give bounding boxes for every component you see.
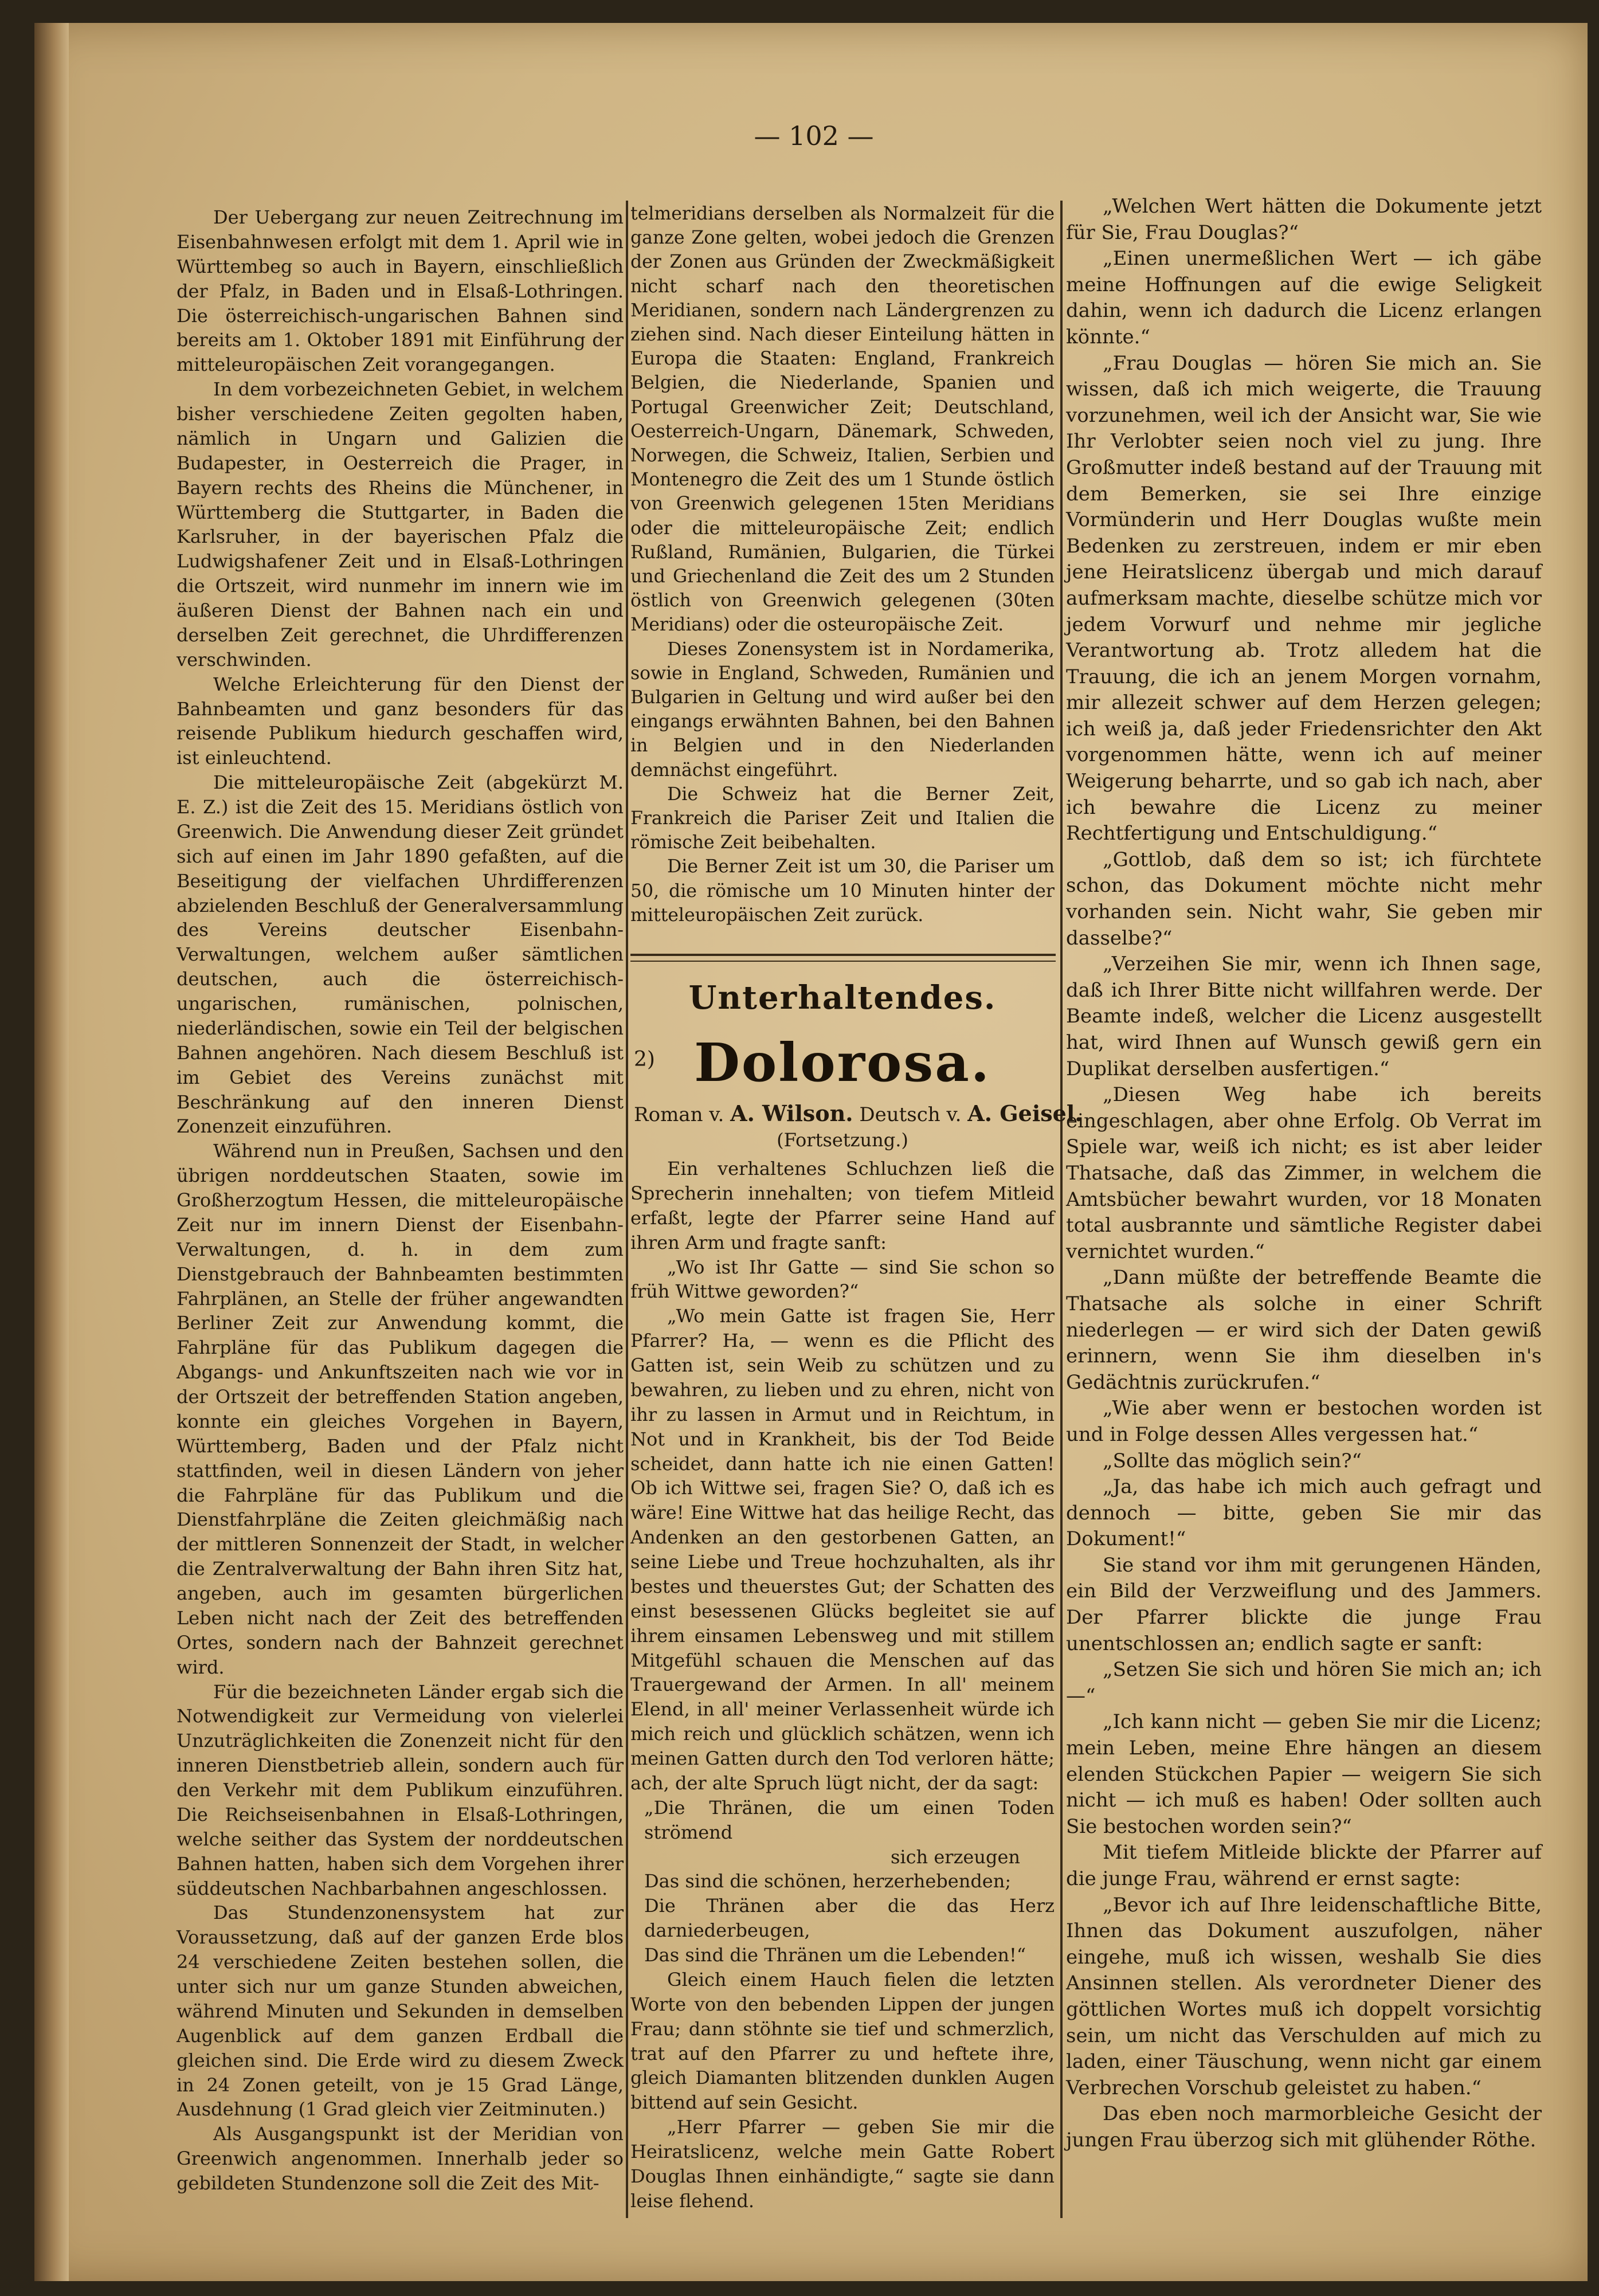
section-heading: Unterhaltendes. bbox=[688, 979, 997, 1017]
paragraph: Sie stand vor ihm mit gerungenen Händen, ein Bild der Verzweiflung und des Jammers. Der Pfarrer blickte die junge Frau unentschlossen an; endlich sagte er sanft: bbox=[1066, 1553, 1542, 1655]
section-divider-top bbox=[630, 954, 1056, 956]
paragraph: Das eben noch marmorbleiche Gesicht der jungen Frau überzog sich mit glühender Röthe. bbox=[1066, 2102, 1542, 2152]
paragraph: „Wo mein Gatte ist fragen Sie, Herr Pfarrer? Ha, — wenn es die Pflicht des Gatten ist, sein Weib zu schützen und zu bewahren, zu lieben und zu ehren, nicht von ihr zu lassen in Armut und in Reichtum, in Not und in Krankheit, bis der Tod Beide scheidet, dann hatte ich nie einen Gatten! Ob ich Wittwe sei, fragen Sie? O, daß ich es wäre! Eine Wittwe hat das heilige Recht, das Andenken an den gestorbenen Gatten, an seine Liebe und Treue hochzuhalten, als ihr bestes und theuerstes Gut; der Schatten des einst besessenen Glücks begleitet sie auf ihrem einsamen Lebensweg und mit stillem Mitgefühl schauen die Menschen auf das Trauergewand der Armen. In all' meinem Elend, in all' meiner Verlassenheit würde ich mich reich und glücklich schätzen, wenn ich meinen Gatten durch den Tod verloren hätte; ach, der alte Spruch lügt nicht, der da sagt: bbox=[630, 1305, 1055, 1794]
paragraph: In dem vorbezeichneten Gebiet, in welchem bisher verschiedene Zeiten gegolten haben, nämlich in Ungarn und Galizien die Budapester, in Oesterreich die Prager, in Bayern rechts des Rheins die Münchener, in Württemberg die Stuttgarter, in Baden die Karlsruher, in der bayerischen Pfalz die Ludwigshafener Zeit und in Elsaß-Lothringen die Ortszeit, wird nunmehr im innern wie im äußeren Dienst der Bahnen nach ein und derselben Zeit gerechnet, die Uhrdifferenzen verschwinden. bbox=[177, 378, 624, 671]
paragraph: Dieses Zonensystem ist in Nordamerika, sowie in England, Schweden, Rumänien und Bulgarien in Geltung und wird außer bei den eingangs erwähnten Bahnen, bei den Bahnen in Belgien und in den Niederlanden demnächst eingeführt. bbox=[630, 638, 1055, 781]
story-byline bbox=[634, 1100, 1083, 1126]
paragraph: „Ja, das habe ich mich auch gefragt und dennoch — bitte, geben Sie mir das Dokument!“ bbox=[1066, 1475, 1542, 1551]
paragraph: Das sind die schönen, herzerhebenden; bbox=[644, 1870, 1012, 1893]
column-left-zonenzeit-article bbox=[177, 205, 624, 2196]
paragraph: Die Berner Zeit ist um 30, die Pariser um 50, die römische um 10 Minuten hinter der mitteleuropäischen Zeit zurück. bbox=[630, 856, 1055, 926]
paragraph: „Bevor ich auf Ihre leidenschaftliche Bitte, Ihnen das Dokument auszufolgen, näher eingehe, muß ich wissen, weshalb Sie dies Ansinnen stellen. Als verordneter Diener des göttlichen Wortes muß ich doppelt vorsichtig sein, um nicht das Verschulden auf mich zu laden, einer Täuschung, wenn nicht gar einem Verbrechen Vorschub geleistet zu haben.“ bbox=[1066, 1893, 1542, 2099]
paragraph: „Welchen Wert hätten die Dokumente jetzt für Sie, Frau Douglas?“ bbox=[1066, 195, 1542, 244]
paragraph: „Die Thränen, die um einen Toden strömend bbox=[644, 1796, 1055, 1843]
newspaper-page bbox=[34, 23, 1588, 2281]
paragraph: „Einen unermeßlichen Wert — ich gäbe meine Hoffnungen auf die ewige Seligkeit dahin, wenn ich dadurch die Licenz erlangen könnte.“ bbox=[1066, 247, 1542, 348]
byline-prefix: Roman v. bbox=[634, 1103, 724, 1126]
paragraph: Für die bezeichneten Länder ergab sich die Notwendigkeit zur Vermeidung von vielerlei Unzuträglichkeiten die Zonenzeit nicht für den inneren Dienstbetrieb allein, sondern auch für den Verkehr mit dem Publikum einzuführen. Die Reichseisenbahnen in Elsaß-Lothringen, welche seither das System der norddeutschen Bahnen hatten, haben sich dem Vorgehen ihrer süddeutschen Nachbarbahnen angeschlossen. bbox=[177, 1680, 624, 1899]
column-divider-right bbox=[1060, 201, 1063, 2218]
installment-number: 2) bbox=[634, 1048, 655, 1071]
paragraph: Welche Erleichterung für den Dienst der Bahnbeamten und ganz besonders für das reisende Publikum hiedurch geschaffen wird, ist einleuchtend. bbox=[177, 673, 624, 769]
paragraph: „Herr Pfarrer — geben Sie mir die Heiratslicenz, welche mein Gatte Robert Douglas Ihnen einhändigte,“ sagte sie dann leise flehend. bbox=[630, 2116, 1055, 2212]
paragraph: Als Ausgangspunkt ist der Meridian von Greenwich angenommen. Innerhalb jeder so gebildeten Stundenzone soll die Zeit des Mit- bbox=[177, 2123, 624, 2194]
column-divider-left bbox=[626, 201, 628, 2218]
paragraph: Ein verhaltenes Schluchzen ließ die Sprecherin innehalten; von tiefem Mitleid erfaßt, legte der Pfarrer seine Hand auf ihren Arm und fragte sanft: bbox=[630, 1158, 1055, 1253]
paragraph: „Dann müßte der betreffende Beamte die Thatsache als solche in einer Schrift niederlegen — er wird sich der Daten gewiß erinnern, wenn Sie ihm dieselben in's Gedächtnis zurückrufen.“ bbox=[1066, 1266, 1542, 1394]
paragraph: Das sind die Thränen um die Lebenden!“ bbox=[644, 1944, 1026, 1966]
paragraph: Der Uebergang zur neuen Zeitrechnung im Eisenbahnwesen erfolgt mit dem 1. April wie in Württembeg so auch in Bayern, einschließlich der Pfalz, in Baden und in Elsaß-Lothringen. Die österreichisch-ungarischen Bahnen sind bereits am 1. Oktober 1891 mit Einführung der mitteleuropäischen Zeit vorangegangen. bbox=[177, 206, 624, 376]
paragraph: „Setzen Sie sich und hören Sie mich an; ich —“ bbox=[1066, 1658, 1542, 1707]
paragraph: Die mitteleuropäische Zeit (abgekürzt M. E. Z.) ist die Zeit des 15. Meridians östlich von Greenwich. Die Anwendung dieser Zeit gründet sich auf einen im Jahr 1890 gefaßten, auf die Beseitigung der vielfachen Uhrdifferenzen abzielenden Beschluß der Generalversammlung des Vereins deutscher Eisenbahn-Verwaltungen, welchem außer sämtlichen deutschen, auch die österreichisch-ungarischen, rumänischen, polnischen, niederländischen, sowie ein Teil der belgischen Bahnen angehören. Nach diesem Beschluß ist im Gebiet des Vereins zunächst mit Beschränkung auf den inneren Dienst Zonenzeit einzuführen. bbox=[177, 771, 624, 1138]
paragraph: Gleich einem Hauch fielen die letzten Worte von den bebenden Lippen der jungen Frau; dann stöhnte sie tief und schmerzlich, trat auf den Pfarrer zu und heftete ihre, gleich Diamanten blitzenden dunklen Augen bittend auf sein Gesicht. bbox=[630, 1968, 1055, 2114]
paragraph: Mit tiefem Mitleide blickte der Pfarrer auf die junge Frau, während er ernst sagte: bbox=[1066, 1841, 1542, 1890]
paragraph: „Verzeihen Sie mir, wenn ich Ihnen sage, daß ich Ihrer Bitte nicht willfahren werde. Der Beamte indeß, welcher die Licenz ausgestellt hat, wird Ihnen auf Wunsch gewiß gern ein Duplikat derselben ausfertigen.“ bbox=[1066, 953, 1542, 1080]
column-middle-zonenzeit-article bbox=[630, 202, 1055, 927]
paragraph: „Diesen Weg habe ich bereits eingeschlagen, aber ohne Erfolg. Ob Verrat im Spiele war, weiß ich nicht; es ist aber leider Thatsache, daß das Zimmer, in welchem die Amtsbücher bewahrt wurden, vor 18 Monaten total ausbrannte und sämtliche Register dabei vernichtet wurden.“ bbox=[1066, 1083, 1542, 1263]
paragraph: „Wo ist Ihr Gatte — sind Sie schon so früh Wittwe geworden?“ bbox=[630, 1256, 1055, 1303]
story-title: Dolorosa. bbox=[694, 1032, 991, 1094]
book-binding-edge bbox=[34, 23, 69, 2281]
byline-middle: Deutsch v. bbox=[859, 1103, 962, 1126]
page-number: — 102 — bbox=[754, 120, 874, 151]
paragraph: sich erzeugen bbox=[890, 1846, 1020, 1868]
column-middle-story-text bbox=[630, 1157, 1055, 2213]
byline-translator: A. Geisel. bbox=[967, 1100, 1083, 1126]
paragraph: „Frau Douglas — hören Sie mich an. Sie wissen, daß ich mich weigerte, die Trauung vorzunehmen, weil ich der Ansicht war, Sie wie Ihr Verlobter seien noch viel zu jung. Ihre Großmutter indeß bestand auf der Trauung mit dem Bemerken, sie sei Ihre einzige Vormünderin und Herr Douglas wußte mein Bedenken zu zerstreuen, indem er mir eben jene Heiratslicenz übergab und mich darauf aufmerksam machte, dieselbe schütze mich vor jedem Vorwurf und nehme mir jegliche Verantwortung ab. Trotz alledem hat die Trauung, die ich an jenem Morgen vornahm, mir allezeit schwer auf dem Herzen gelegen; ich weiß ja, daß jeder Friedensrichter den Akt vorgenommen hätte, wenn ich auf meiner Weigerung beharrte, und so gab ich nach, aber ich bewahre die Licenz zu meiner Rechtfertigung und Entschuldigung.“ bbox=[1066, 351, 1542, 845]
continuation-note: (Fortsetzung.) bbox=[777, 1129, 908, 1151]
paragraph: telmeridians derselben als Normalzeit für die ganze Zone gelten, wobei jedoch die Grenzen der Zonen aus Gründen der Zweckmäßigkeit nicht scharf nach den theoretischen Meridianen, sondern nach Ländergrenzen zu ziehen sind. Nach dieser Einteilung hätten in Europa die Staaten: England, Frankreich Belgien, die Niederlande, Spanien und Portugal Greenwicher Zeit; Deutschland, Oesterreich-Ungarn, Dänemark, Schweden, Norwegen, die Schweiz, Italien, Serbien und Montenegro die Zeit des um 1 Stunde östlich von Greenwich gelegenen 15ten Meridians oder die mitteleuropäische Zeit; endlich Rußland, Rumänien, Bulgarien, die Türkei und Griechenland die Zeit des um 2 Stunden östlich von Greenwich gelegenen (30ten Meridians) oder die osteuropäische Zeit. bbox=[630, 203, 1055, 636]
paragraph: Während nun in Preußen, Sachsen und den übrigen norddeutschen Staaten, sowie im Großherzogtum Hessen, die mitteleuropäische Zeit nur im innern Dienst der Eisenbahn-Verwaltungen, d. h. in dem zum Dienstgebrauch der Bahnbeamten bestimmten Fahrplänen, an Stelle der früher angewandten Berliner Zeit zur Anwendung kommt, die Fahrpläne für das Publikum dagegen die Abgangs- und Ankunftszeiten nach wie vor in der Ortszeit der betreffenden Station angeben, konnte ein gleiches Vorgehen in Bayern, Württemberg, Baden und der Pfalz nicht stattfinden, weil in diesen Ländern von jeher die Fahrpläne für das Publikum und die Dienstfahrpläne die Zeiten gleichmäßig nach der mittleren Sonnenzeit der Stadt, in welcher die Zentralverwaltung der Bahn ihren Sitz hat, angeben, auch im gesamten bürgerlichen Leben nicht nach der Zeit des betreffenden Ortes, sondern nach der Bahnzeit gerechnet wird. bbox=[177, 1140, 624, 1678]
paragraph: „Sollte das möglich sein?“ bbox=[1103, 1449, 1362, 1472]
paragraph: „Gottlob, daß dem so ist; ich fürchtete schon, das Dokument möchte nicht mehr vorhanden sein. Nicht wahr, Sie geben mir dasselbe?“ bbox=[1066, 848, 1542, 950]
paragraph: „Ich kann nicht — geben Sie mir die Licenz; mein Leben, meine Ehre hängen an diesem elenden Stückchen Papier — weigern Sie sich nicht — ich muß es haben! Oder sollten auch Sie bestochen worden sein?“ bbox=[1066, 1710, 1542, 1838]
section-divider-bottom bbox=[630, 961, 1056, 962]
paragraph: „Wie aber wenn er bestochen worden ist und in Folge dessen Alles vergessen hat.“ bbox=[1066, 1397, 1542, 1446]
paragraph: Das Stundenzonensystem hat zur Voraussetzung, daß auf der ganzen Erde blos 24 verschiedene Zeiten bestehen sollen, die unter sich nur um ganze Stunden abweichen, während Minuten und Sekunden in demselben Augenblick auf dem ganzen Erdball die gleichen sind. Die Erde wird zu diesem Zweck in 24 Zonen geteilt, von je 15 Grad Länge, Ausdehnung (1 Grad gleich vier Zeitminuten.) bbox=[177, 1902, 624, 2121]
column-right-story-text bbox=[1066, 194, 1542, 2154]
paragraph: Die Thränen aber die das Herz darniederbeugen, bbox=[644, 1895, 1055, 1942]
paragraph: Die Schweiz hat die Berner Zeit, Frankreich die Pariser Zeit und Italien die römische Zeit beibehalten. bbox=[630, 783, 1055, 853]
byline-author: A. Wilson. bbox=[730, 1100, 853, 1126]
